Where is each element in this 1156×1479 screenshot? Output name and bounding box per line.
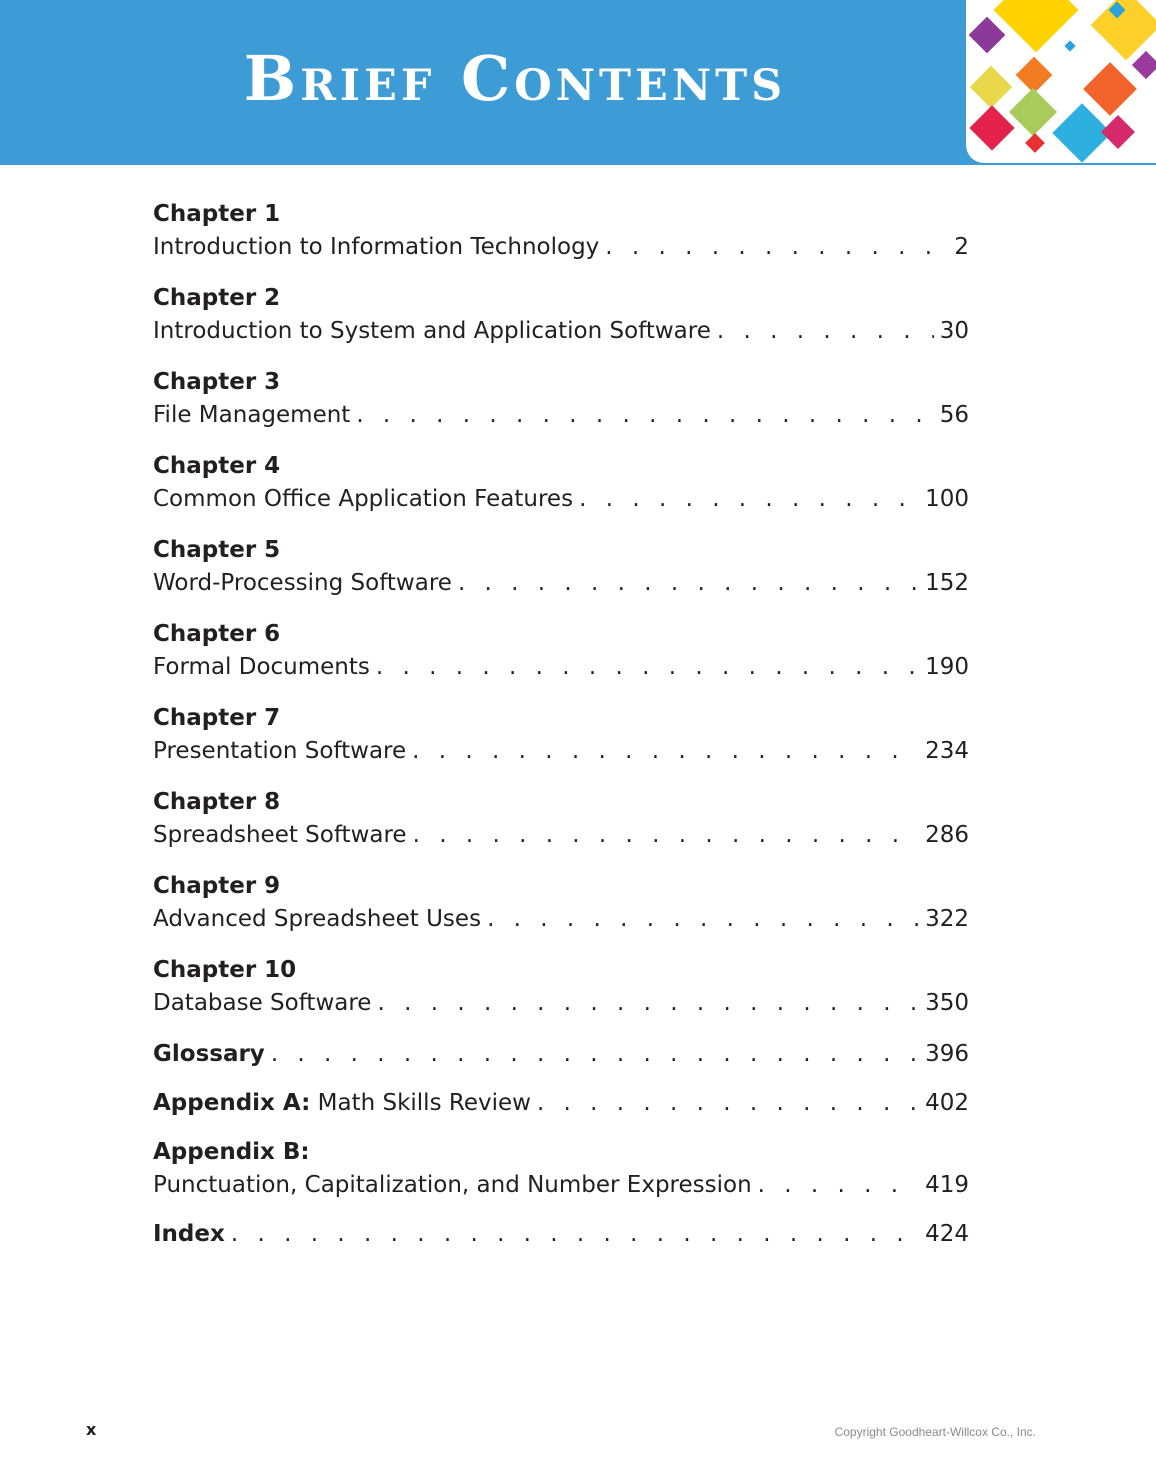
chapter-label: Chapter 8 xyxy=(153,789,281,815)
toc-entry-chapter-4[interactable] xyxy=(153,450,969,516)
index-label: Index xyxy=(153,1221,225,1247)
page-number: 322 xyxy=(925,906,969,932)
chapter-label: Chapter 5 xyxy=(153,537,281,563)
dot-leader xyxy=(231,1218,919,1251)
toc-entry-glossary[interactable] xyxy=(153,1038,969,1071)
page-number: 424 xyxy=(925,1221,969,1247)
chapter-title: Database Software xyxy=(153,990,372,1016)
appendix-b-title: Punctuation, Capitalization, and Number Expression xyxy=(153,1172,752,1198)
dot-leader xyxy=(271,1038,919,1071)
page-number: 402 xyxy=(925,1090,969,1116)
chapter-label: Chapter 9 xyxy=(153,873,281,899)
chapter-title: Introduction to Information Technology xyxy=(153,234,600,260)
toc-entry-chapter-7[interactable] xyxy=(153,702,969,768)
dot-leader xyxy=(487,903,919,936)
toc-entry-chapter-3[interactable] xyxy=(153,366,969,432)
toc-entry-chapter-10[interactable] xyxy=(153,954,969,1020)
header-banner xyxy=(0,0,1156,165)
page-number: 350 xyxy=(925,990,969,1016)
chapter-label: Chapter 6 xyxy=(153,621,281,647)
dot-leader xyxy=(376,651,919,684)
page-number: 30 xyxy=(939,318,969,344)
dot-leader xyxy=(413,819,920,852)
page-number: 396 xyxy=(925,1041,969,1067)
appendix-a-label: Appendix A: xyxy=(153,1090,311,1116)
chapter-title: Formal Documents xyxy=(153,654,370,680)
page-folio: x xyxy=(86,1420,97,1439)
table-of-contents xyxy=(153,198,969,1267)
page-number: 100 xyxy=(925,486,969,512)
dot-leader xyxy=(537,1087,919,1120)
chapter-title: Introduction to System and Application Software xyxy=(153,318,711,344)
chapter-label: Chapter 1 xyxy=(153,201,281,227)
chapter-title: Spreadsheet Software xyxy=(153,822,407,848)
chapter-title: Word-Processing Software xyxy=(153,570,452,596)
page-number: 419 xyxy=(925,1172,969,1198)
glossary-label: Glossary xyxy=(153,1041,265,1067)
chapter-label: Chapter 2 xyxy=(153,285,281,311)
toc-entry-chapter-9[interactable] xyxy=(153,870,969,936)
dot-leader xyxy=(458,567,919,600)
toc-entry-chapter-8[interactable] xyxy=(153,786,969,852)
toc-entry-appendix-a[interactable] xyxy=(153,1087,969,1120)
chapter-label: Chapter 7 xyxy=(153,705,281,731)
page-number: 2 xyxy=(954,234,969,260)
chapter-label: Chapter 3 xyxy=(153,369,281,395)
dot-leader xyxy=(412,735,919,768)
toc-entry-appendix-b[interactable] xyxy=(153,1136,969,1202)
decorative-diamonds-art xyxy=(966,0,1156,163)
page-number: 286 xyxy=(925,822,969,848)
chapter-title: Presentation Software xyxy=(153,738,407,764)
chapter-label: Chapter 10 xyxy=(153,957,297,983)
appendix-b-label: Appendix B: xyxy=(153,1139,310,1165)
dot-leader xyxy=(377,987,919,1020)
chapter-title: File Management xyxy=(153,402,351,428)
page-number: 234 xyxy=(925,738,969,764)
copyright-notice: Copyright Goodheart-Willcox Co., Inc. xyxy=(834,1425,1036,1439)
page-title: Brief Contents xyxy=(243,42,787,115)
toc-entry-chapter-1[interactable] xyxy=(153,198,969,264)
dot-leader xyxy=(605,231,948,264)
dot-leader xyxy=(579,483,919,516)
toc-entry-chapter-2[interactable] xyxy=(153,282,969,348)
toc-entry-index[interactable] xyxy=(153,1218,969,1251)
dot-leader xyxy=(717,315,934,348)
toc-entry-chapter-6[interactable] xyxy=(153,618,969,684)
page-number: 152 xyxy=(925,570,969,596)
page-number: 190 xyxy=(925,654,969,680)
dot-leader xyxy=(356,399,933,432)
dot-leader xyxy=(758,1169,919,1202)
chapter-title: Common Office Application Features xyxy=(153,486,574,512)
appendix-a-title: Math Skills Review xyxy=(317,1090,531,1116)
chapter-label: Chapter 4 xyxy=(153,453,281,479)
toc-entry-chapter-5[interactable] xyxy=(153,534,969,600)
chapter-title: Advanced Spreadsheet Uses xyxy=(153,906,482,932)
page-number: 56 xyxy=(939,402,969,428)
